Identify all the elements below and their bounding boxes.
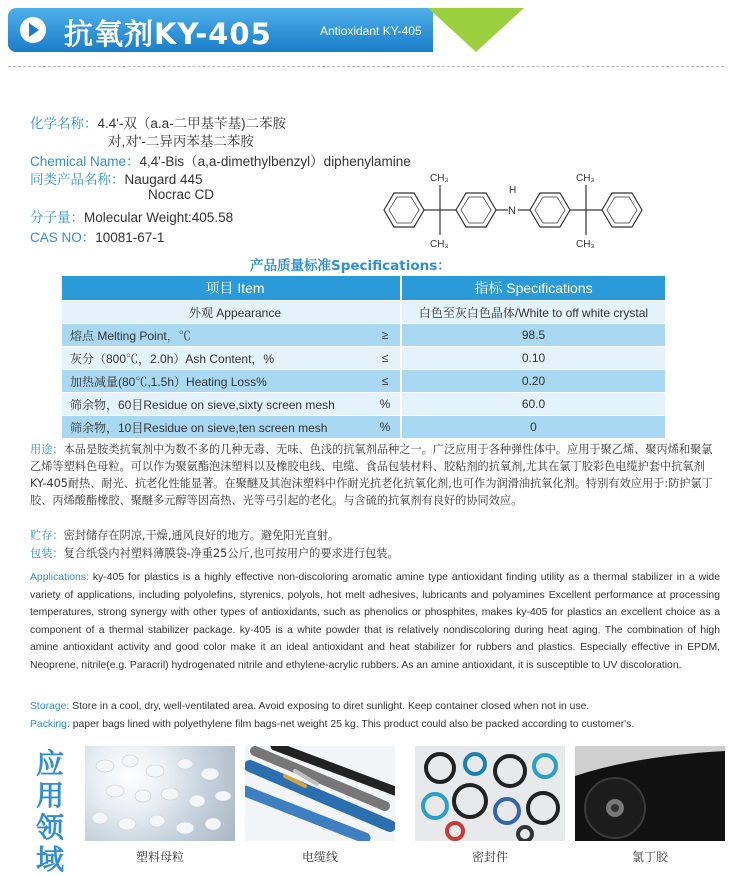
cn-usage-text: 本品是胺类抗氧剂中为数不多的几种无毒、无味、色浅的抗氧剂品种之一。广泛应用于各种弹性体中。应用于聚乙烯、聚丙烯和聚氯乙烯等塑料色母粒。可以作为聚氨酯泡沫塑料以及橡胶电线、电缆、食品包装材料、胶粘剂的抗氧剂,尤其在氯丁胶彩色电缆护套中抗氧剂KY-405耐热、耐光、抗老化性能显著。在聚醚及其泡沫塑料中作耐光抗老化抗氧化剂,也可作为润滑油抗氧化剂。特别有效应用于:防护氯丁胶、丙烯酸酯橡胶、聚醚多元醇等因高热、光等弓引起的老化。与含硫的抗氧剂有良好的协同效应。 [30,443,713,507]
similar-label: 同类产品名称： [30,172,125,187]
caption-cables: 电缆线 [301,850,338,864]
en-name-row [30,150,411,170]
en-storage [30,698,720,716]
ch3-label-4: CH₃ [576,239,595,250]
spec-title: 产品质量标准Specifications： [250,258,451,274]
en-storage-label: Storage: [30,701,73,712]
en-name-label: Chemical Name： [30,154,140,169]
spec-value: 0.10 [401,347,665,370]
similar-value-1: Naugard 445 [124,172,203,187]
spec-item: 熔点 Melting Point，℃ [62,324,370,347]
spec-op: % [370,393,401,416]
cas-value: 10081-67-1 [95,230,165,245]
ch3-label-3: CH₃ [576,173,595,184]
app-label-char: 领 [35,811,64,844]
cn-usage [30,441,720,509]
cn-name-label: 化学名称： [30,116,98,131]
product-subtitle: Antioxidant KY-405 [320,24,422,38]
ch3-label-1: CH₃ [430,173,449,184]
spec-value: 98.5 [401,324,665,347]
cn-packing-text: 复合纸袋内衬塑料薄膜袋-净重25公斤,也可按用户的要求进行包装。 [63,547,399,560]
photo-cables [245,746,395,841]
cn-storage-text: 密封储存在阴凉,干燥,通风良好的地方。避免阳光直射。 [63,529,340,542]
en-name-value: 4,4'-Bis（a,a-dimethylbenzyl）diphenylamine [139,154,411,169]
caption-seals: 密封件 [471,850,508,864]
spec-header-item: 项目 Item [62,276,401,301]
spec-item: 筛余物，60目Residue on sieve,sixty screen mesh [62,393,370,416]
cn-name-row [30,112,286,132]
spec-table [62,276,665,439]
spec-op: ≥ [370,324,401,347]
spec-header-spec: 指标 Specifications [401,276,665,301]
en-packing [30,716,720,734]
table-row [62,324,665,347]
cn-storage-label: 贮存： [30,529,64,542]
molecule-structure [370,165,670,255]
cn-name-line2: 对,对'-二异丙苯基二苯胺 [108,134,254,149]
spec-item: 筛余物，10目Residue on sieve,ten screen mesh [62,416,370,439]
en-applications-text: ky-405 for plastics is a highly effective non-discoloring aromatic amine type antioxidant finding utility as a thermal stabilizer in a wide variety of applications, including polyolefins, styrenics, polyols, hot melt adhesives, lubricants and polyamines Excellent performance at processing temperatures, strong synergy with other types of antioxidants, such as phenolics or phosphites, makes ky-405 for plastics an excellent choice as a component of a thermal stabilizer package. ky-405 is a white powder that is relatively nondiscoloring during heat aging. The combination of high amine antioxidant activity and good color make it an ideal antioxidant and heat stabilizer for rubbers and plastics. Especially effective in EPDM, Neoprene, nitrile(e.g. Paracril) hydrogenated nitrile and ethylene-acrylic rubbers. As an amine antioxidant, it is susceptible to UV discoloration. [30,572,720,671]
play-arrow-icon [20,17,46,43]
spec-op: ≤ [370,347,401,370]
caption-plastic-masterbatch: 塑料母粒 [135,850,184,864]
spec-item: 灰分（800℃，2.0h）Ash Content，% [62,347,370,370]
photo-plastic-pellets [85,746,235,841]
spec-header-row [62,276,665,301]
cas-row [30,226,164,246]
title-banner [8,8,528,52]
table-row [62,416,665,439]
en-storage-text: Store in a cool, dry, well-ventilated area. Avoid exposing to diret sunlight. Keep container closed when not in use. [72,701,590,712]
cn-usage-label: 用途： [30,443,64,456]
en-packing-label: Packing: [30,719,73,730]
spec-value: 0.20 [401,370,665,393]
en-applications [30,569,720,675]
cn-storage [30,527,720,544]
cn-packing [30,545,720,562]
en-applications-label: Applications: [30,572,93,583]
table-row [62,301,665,324]
en-packing-text: paper bags lined with polyethylene film bags-net weight 25 kg. This product could also be packed according to customer's. [72,719,635,730]
spec-op: % [370,416,401,439]
similar-value-2: Nocrac CD [148,187,215,202]
spec-item: 外观 Appearance [62,301,401,324]
photo-seals [415,746,565,841]
ch3-label-2: CH₃ [430,239,449,250]
mw-label: 分子量： [30,210,84,225]
cas-label: CAS NO： [30,230,96,245]
mw-row [30,206,233,226]
spec-item: 加热减量(80℃,1.5h）Heating Loss% [62,370,370,393]
table-row [62,393,665,416]
photo-neoprene-belt [575,746,725,841]
product-title: 抗氧剂KY-405 [64,17,272,51]
spec-value: 白色至灰白色晶体/White to off white crystal [401,301,665,324]
cn-packing-label: 包装： [30,547,64,560]
spec-value: 0 [401,416,665,439]
divider [8,66,724,67]
mw-value: Molecular Weight:405.58 [84,210,234,225]
app-label-char: 域 [35,843,64,876]
app-label-char: 应 [35,747,64,780]
application-field-label [32,748,68,876]
banner-green-arrow [428,8,524,52]
h-label: H [509,185,517,196]
app-label-char: 用 [35,779,64,812]
cn-name-value: 4.4'-双（a.a-二甲基苄基)二苯胺 [97,116,287,131]
table-row [62,370,665,393]
n-label: N [508,205,516,217]
caption-neoprene: 氯丁胶 [631,850,668,864]
similar-row [30,168,203,188]
table-row [62,347,665,370]
spec-value: 60.0 [401,393,665,416]
spec-op: ≤ [370,370,401,393]
